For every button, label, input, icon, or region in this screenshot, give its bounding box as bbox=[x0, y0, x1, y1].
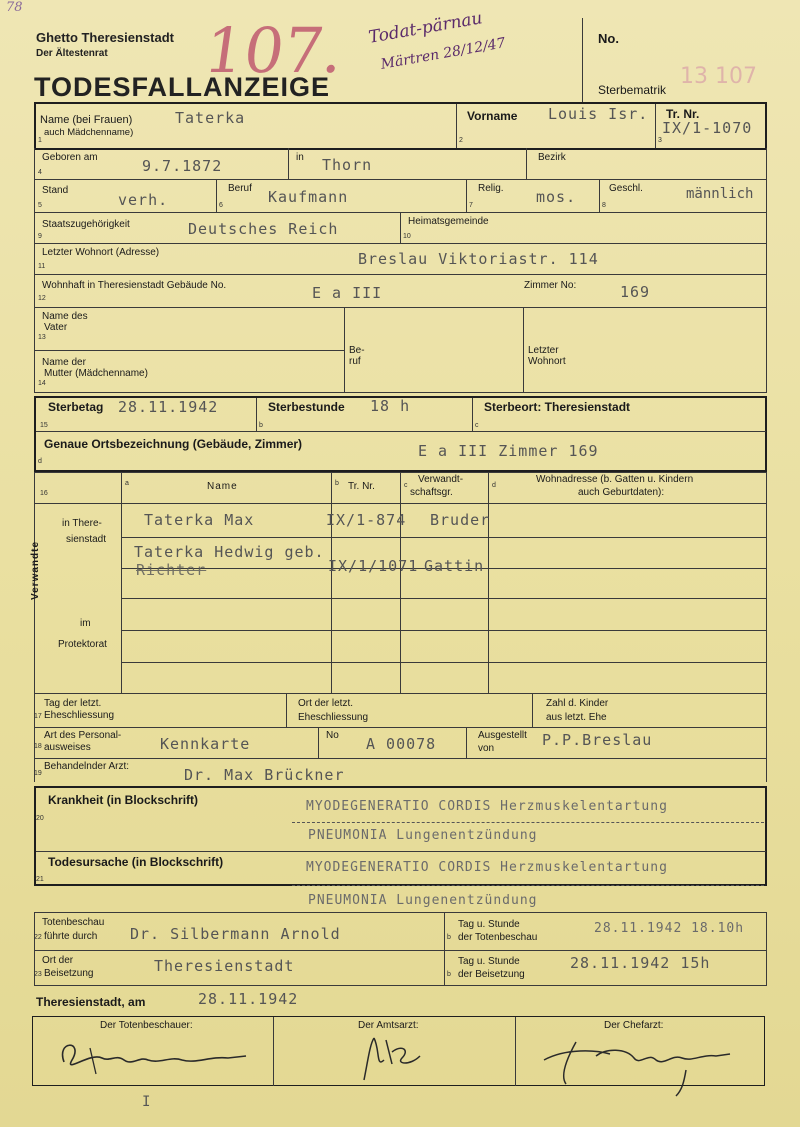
ortsbez-value: E a III Zimmer 169 bbox=[418, 442, 599, 460]
beisetzung-tag-label1: Tag u. Stunde bbox=[458, 956, 520, 967]
place-date-value: 28.11.1942 bbox=[198, 990, 299, 1008]
beruf-value: Kaufmann bbox=[268, 188, 349, 206]
rel-in-there1: in There- bbox=[62, 518, 102, 529]
letzter-label1: Letzter bbox=[528, 345, 559, 356]
geschl-label: Geschl. bbox=[609, 183, 643, 194]
staats-label: Staatszugehörigkeit bbox=[42, 219, 130, 230]
rel-row2-rel: Gattin bbox=[424, 557, 485, 575]
org-name: Ghetto Theresienstadt bbox=[36, 30, 174, 45]
sterbestunde-label: Sterbestunde bbox=[268, 400, 345, 414]
geschl-value: männlich bbox=[686, 186, 754, 202]
ausweis-no-label: No bbox=[326, 730, 339, 741]
rel-row2-trnr: IX/1/1071 bbox=[328, 557, 419, 575]
krankheit-line2: PNEUMONIA Lungenentzündung bbox=[308, 828, 538, 843]
mutter-label1: Name der bbox=[42, 357, 86, 368]
rel-protektorat: Protektorat bbox=[58, 639, 107, 650]
form-title: TODESFALLANZEIGE bbox=[34, 72, 331, 102]
vorname-label: Vorname bbox=[467, 109, 518, 123]
ausweis-ausgestellt-value: P.P.Breslau bbox=[542, 731, 653, 749]
rel-name-header: Name bbox=[207, 481, 238, 492]
rel-verwandt-header1: Verwandt- bbox=[418, 474, 464, 485]
rel-trnr-header: Tr. Nr. bbox=[348, 481, 375, 492]
rel-row2-line2: Richter bbox=[136, 561, 207, 579]
gebaeude-value: E a III bbox=[312, 284, 383, 302]
beruf2-label2: ruf bbox=[349, 356, 361, 367]
name-sublabel: auch Mädchenname) bbox=[44, 127, 134, 138]
ausweis-no-value: A 00078 bbox=[366, 735, 437, 753]
ursache-label: Todesursache (in Blockschrift) bbox=[48, 855, 224, 869]
rel-row1-rel: Bruder bbox=[430, 511, 491, 529]
beschau-name: Dr. Silbermann Arnold bbox=[130, 925, 341, 943]
sterbetag-value: 28.11.1942 bbox=[118, 398, 219, 416]
geburtsort-value: Thorn bbox=[322, 156, 373, 174]
rel-row2-name: Taterka Hedwig geb. bbox=[134, 543, 325, 561]
beruf-label: Beruf bbox=[228, 183, 252, 194]
vater-label2: Vater bbox=[44, 322, 68, 333]
place-date-label: Theresienstadt, am bbox=[36, 995, 146, 1009]
arzt-label: Behandelnder Arzt: bbox=[44, 761, 130, 772]
sig3-label: Der Chefarzt: bbox=[604, 1020, 664, 1031]
sterbematrik-label: Sterbematrik bbox=[598, 83, 667, 97]
sterbetag-label: Sterbetag bbox=[48, 400, 104, 414]
handwritten-note-1: Todat-pärnau bbox=[367, 8, 484, 48]
beisetzung-ort-value: Theresienstadt bbox=[154, 957, 295, 975]
rel-im: im bbox=[80, 618, 91, 629]
geboren-value: 9.7.1872 bbox=[142, 157, 223, 175]
relig-value: mos. bbox=[536, 188, 577, 206]
krankheit-label: Krankheit (in Blockschrift) bbox=[48, 793, 199, 807]
vorname-value: Louis Isr. bbox=[548, 105, 649, 123]
rel-wohn-header1: Wohnadresse (b. Gatten u. Kindern bbox=[536, 474, 694, 485]
beschau-label2: führte durch bbox=[44, 931, 98, 942]
rel-row1-trnr: IX/1-874 bbox=[326, 511, 407, 529]
rel-in-there2: sienstadt bbox=[66, 534, 107, 545]
ausweis-art-label2: ausweises bbox=[44, 742, 91, 753]
beschau-tag-value: 28.11.1942 18.10h bbox=[594, 921, 745, 936]
corner-mark: 78 bbox=[6, 0, 23, 15]
vater-label1: Name des bbox=[42, 311, 88, 322]
rel-side-label: Verwandte bbox=[30, 540, 41, 600]
sterbeort-label: Sterbeort: Theresienstadt bbox=[484, 400, 631, 414]
beisetzung-tag-value: 28.11.1942 15h bbox=[570, 954, 711, 972]
zimmer-label: Zimmer No: bbox=[524, 280, 577, 291]
in-label: in bbox=[296, 152, 304, 163]
sig1-label: Der Totenbeschauer: bbox=[100, 1020, 193, 1031]
beschau-tag-label2: der Totenbeschau bbox=[458, 932, 538, 943]
stamp-number: 107. bbox=[199, 14, 349, 87]
signature-amtsarzt bbox=[350, 1030, 450, 1085]
mutter-label2: Mutter (Mädchenname) bbox=[44, 368, 148, 379]
signature-totenbeschauer bbox=[50, 1030, 260, 1085]
letzter-label2: Wohnort bbox=[528, 356, 566, 367]
sig2-label: Der Amtsarzt: bbox=[358, 1020, 419, 1031]
rel-wohn-header2: auch Geburtdaten): bbox=[578, 487, 665, 498]
beruf2-label1: Be- bbox=[349, 345, 365, 356]
marriage-tag-label2: Eheschliessung bbox=[44, 710, 115, 721]
ursache-line1: MYODEGENERATIO CORDIS Herzmuskelentartung bbox=[306, 860, 668, 875]
wohnhaft-label: Wohnhaft in Theresienstadt Gebäude No. bbox=[42, 280, 227, 291]
ausweis-art-label1: Art des Personal- bbox=[44, 730, 122, 741]
ortsbez-label: Genaue Ortsbezeichnung (Gebäude, Zimmer) bbox=[44, 437, 303, 451]
rel-verwandt-header2: schaftsgr. bbox=[410, 487, 453, 498]
sterbestunde-value: 18 h bbox=[370, 397, 411, 415]
beschau-tag-label1: Tag u. Stunde bbox=[458, 919, 520, 930]
ausweis-art-value: Kennkarte bbox=[160, 735, 251, 753]
beisetzung-ort-label1: Ort der bbox=[42, 955, 74, 966]
marriage-kinder-label2: aus letzt. Ehe bbox=[546, 712, 607, 723]
signature-chefarzt bbox=[536, 1030, 756, 1098]
org-council: Der Ältestenrat bbox=[36, 48, 108, 59]
heimat-label: Heimatsgemeinde bbox=[408, 216, 489, 227]
name-label: Name (bei Frauen) bbox=[40, 114, 133, 126]
ausweis-ausgestellt-label2: von bbox=[478, 743, 495, 754]
wohnort-value: Breslau Viktoriastr. 114 bbox=[358, 250, 599, 268]
no-label: No. bbox=[598, 31, 619, 46]
geboren-label: Geboren am bbox=[42, 152, 98, 163]
staats-value: Deutsches Reich bbox=[188, 220, 339, 238]
rel-row1-name: Taterka Max bbox=[144, 511, 255, 529]
handwritten-note-2: Märtren 28/12/47 bbox=[379, 35, 507, 73]
beisetzung-tag-label2: der Beisetzung bbox=[458, 969, 525, 980]
stand-label: Stand bbox=[42, 185, 69, 196]
bottom-mark: I bbox=[142, 1094, 151, 1110]
wohnort-label: Letzter Wohnort (Adresse) bbox=[42, 247, 160, 258]
stand-value: verh. bbox=[118, 191, 169, 209]
marriage-kinder-label1: Zahl d. Kinder bbox=[546, 698, 609, 709]
bezirk-label: Bezirk bbox=[538, 152, 566, 163]
marriage-tag-label1: Tag der letzt. bbox=[44, 698, 102, 709]
zimmer-value: 169 bbox=[620, 283, 651, 301]
relig-label: Relig. bbox=[478, 183, 504, 194]
marriage-ort-label1: Ort der letzt. bbox=[298, 698, 354, 709]
beisetzung-ort-label2: Beisetzung bbox=[44, 968, 94, 979]
trnr-label: Tr. Nr. bbox=[666, 107, 700, 121]
name-value: Taterka bbox=[175, 109, 246, 127]
ursache-line2: PNEUMONIA Lungenentzündung bbox=[308, 893, 538, 908]
marriage-ort-label2: Eheschliessung bbox=[298, 712, 369, 723]
arzt-value: Dr. Max Brückner bbox=[184, 766, 345, 784]
trnr-value: IX/1-1070 bbox=[662, 119, 753, 137]
beschau-label1: Totenbeschau bbox=[42, 917, 105, 928]
ausweis-ausgestellt-label1: Ausgestellt bbox=[478, 730, 527, 741]
krankheit-line1: MYODEGENERATIO CORDIS Herzmuskelentartung bbox=[306, 799, 668, 814]
pencil-sterbematrik: 13 107 bbox=[680, 64, 757, 89]
